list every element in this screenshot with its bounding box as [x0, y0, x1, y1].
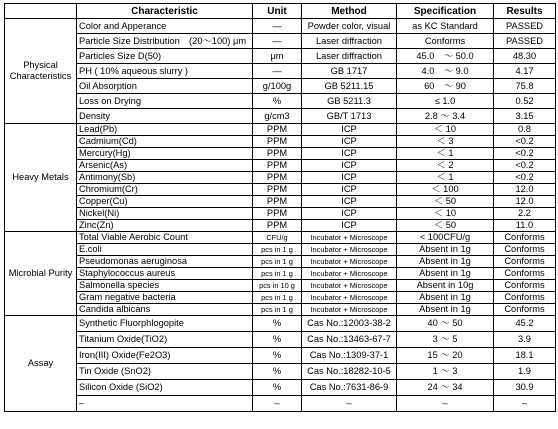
spec-sheet	[2, 0, 556, 429]
unit-cell: —	[253, 34, 302, 49]
result-cell: 12.0	[494, 196, 556, 208]
method-cell: GB/T 1713	[302, 109, 397, 124]
result-cell: 4.17	[494, 64, 556, 79]
unit-cell: PPM	[253, 160, 302, 172]
header-category	[5, 4, 77, 19]
method-cell: ICP	[302, 148, 397, 160]
unit-cell: %	[253, 380, 302, 396]
result-cell: <0.2	[494, 172, 556, 184]
table-row	[5, 196, 556, 208]
result-cell: Conforms	[494, 268, 556, 280]
specification-cell: 4.0 ～ 9.0	[397, 64, 494, 79]
result-cell: 75.8	[494, 79, 556, 94]
table-row	[5, 124, 556, 136]
unit-cell: pcs in 1 g	[253, 268, 302, 280]
result-cell: 0.52	[494, 94, 556, 109]
table-row	[5, 184, 556, 196]
method-cell: Incubator + Microscope	[302, 244, 397, 256]
category-cell: Physical Characteristics	[5, 19, 77, 124]
table-row	[5, 172, 556, 184]
method-cell: Cas No.:1309-37-1	[302, 348, 397, 364]
characteristic-cell: Staphylococcus aureus	[77, 268, 253, 280]
specification-cell: ＜ 100	[397, 184, 494, 196]
specification-cell: 1 ～ 3	[397, 364, 494, 380]
unit-cell: g/100g	[253, 79, 302, 94]
specification-cell: Conforms	[397, 34, 494, 49]
result-cell: 11.0	[494, 220, 556, 232]
method-cell: Cas No.:18282-10-5	[302, 364, 397, 380]
method-cell: Cas No.:12003-38-2	[302, 316, 397, 332]
header-row	[5, 4, 556, 19]
method-cell: ICP	[302, 196, 397, 208]
method-cell: Powder color, visual	[302, 19, 397, 34]
table-row	[5, 94, 556, 109]
table-body	[5, 19, 556, 412]
method-cell: Incubator + Microscope	[302, 292, 397, 304]
specification-cell: 45.0 ～ 50.0	[397, 49, 494, 64]
specification-cell: 40 ～ 50	[397, 316, 494, 332]
result-cell: PASSED	[494, 19, 556, 34]
specification-cell: ＜ 1	[397, 172, 494, 184]
unit-cell: %	[253, 316, 302, 332]
specification-cell: Absent in 1g	[397, 256, 494, 268]
table-row	[5, 316, 556, 332]
unit-cell: %	[253, 364, 302, 380]
result-cell: 45.2	[494, 316, 556, 332]
table-row	[5, 304, 556, 316]
specification-cell: –	[397, 396, 494, 412]
unit-cell: %	[253, 348, 302, 364]
specification-cell: ＜ 3	[397, 136, 494, 148]
specification-cell: ＜ 50	[397, 220, 494, 232]
characteristic-cell: –	[77, 396, 253, 412]
unit-cell: CFU/g	[253, 232, 302, 244]
result-cell: 30.9	[494, 380, 556, 396]
specification-table	[4, 3, 556, 412]
specification-cell: Absent in 10g	[397, 280, 494, 292]
method-cell: GB 5211.3	[302, 94, 397, 109]
method-cell: Incubator + Microscope	[302, 268, 397, 280]
characteristic-cell: Mercury(Hg)	[77, 148, 253, 160]
characteristic-cell: Particles Size D(50)	[77, 49, 253, 64]
result-cell: 2.2	[494, 208, 556, 220]
unit-cell: PPM	[253, 184, 302, 196]
result-cell: –	[494, 396, 556, 412]
category-cell: Heavy Metals	[5, 124, 77, 232]
method-cell: ICP	[302, 172, 397, 184]
specification-cell: ≤ 1.0	[397, 94, 494, 109]
method-cell: Incubator + Microscope	[302, 256, 397, 268]
result-cell: Conforms	[494, 280, 556, 292]
method-cell: Laser diffraction	[302, 34, 397, 49]
unit-cell: pcs in 1 g	[253, 244, 302, 256]
table-row	[5, 232, 556, 244]
specification-cell: ＜ 1	[397, 148, 494, 160]
characteristic-cell: Cadmium(Cd)	[77, 136, 253, 148]
unit-cell: PPM	[253, 208, 302, 220]
method-cell: ICP	[302, 160, 397, 172]
characteristic-cell: Zinc(Zn)	[77, 220, 253, 232]
unit-cell: —	[253, 19, 302, 34]
method-cell: Laser diffraction	[302, 49, 397, 64]
result-cell: <0.2	[494, 148, 556, 160]
result-cell: 3.9	[494, 332, 556, 348]
header-method: Method	[302, 4, 397, 19]
header-specification: Specification	[397, 4, 494, 19]
unit-cell: μm	[253, 49, 302, 64]
specification-cell: Absent in 1g	[397, 292, 494, 304]
characteristic-cell: E.coli	[77, 244, 253, 256]
table-row	[5, 160, 556, 172]
table-row	[5, 364, 556, 380]
result-cell: 0.8	[494, 124, 556, 136]
characteristic-cell: Titanium Oxide(TiO2)	[77, 332, 253, 348]
characteristic-cell: Nickel(Ni)	[77, 208, 253, 220]
method-cell: Incubator + Microscope	[302, 280, 397, 292]
table-row	[5, 64, 556, 79]
method-cell: ICP	[302, 220, 397, 232]
method-cell: GB 5211.15	[302, 79, 397, 94]
table-row	[5, 148, 556, 160]
unit-cell: PPM	[253, 220, 302, 232]
result-cell: <0.2	[494, 160, 556, 172]
header-characteristic: Characteristic	[77, 4, 253, 19]
unit-cell: pcs in 1 g	[253, 292, 302, 304]
specification-cell: 15 ～ 20	[397, 348, 494, 364]
characteristic-cell: Chromium(Cr)	[77, 184, 253, 196]
specification-cell: 24 ～ 34	[397, 380, 494, 396]
specification-cell: as KC Standard	[397, 19, 494, 34]
specification-cell: < 100CFU/g	[397, 232, 494, 244]
characteristic-cell: Oil Absorption	[77, 79, 253, 94]
specification-cell: ＜ 50	[397, 196, 494, 208]
result-cell: Conforms	[494, 244, 556, 256]
result-cell: 1.9	[494, 364, 556, 380]
characteristic-cell: Gram negative bacteria	[77, 292, 253, 304]
result-cell: Conforms	[494, 304, 556, 316]
characteristic-cell: Density	[77, 109, 253, 124]
unit-cell: %	[253, 94, 302, 109]
unit-cell: PPM	[253, 136, 302, 148]
table-row	[5, 292, 556, 304]
method-cell: Cas No.:7631-86-9	[302, 380, 397, 396]
header-unit: Unit	[253, 4, 302, 19]
specification-cell: 3 ～ 5	[397, 332, 494, 348]
table-row	[5, 109, 556, 124]
table-row	[5, 348, 556, 364]
characteristic-cell: Pseudomonas aeruginosa	[77, 256, 253, 268]
result-cell: 3.15	[494, 109, 556, 124]
unit-cell: pcs in 1 g	[253, 304, 302, 316]
characteristic-cell: Candida albicans	[77, 304, 253, 316]
table-row	[5, 396, 556, 412]
specification-cell: 2.8 ～ 3.4	[397, 109, 494, 124]
specification-cell: ＜ 10	[397, 208, 494, 220]
result-cell: <0.2	[494, 136, 556, 148]
result-cell: 12.0	[494, 184, 556, 196]
table-row	[5, 280, 556, 292]
characteristic-cell: Copper(Cu)	[77, 196, 253, 208]
table-row	[5, 268, 556, 280]
table-row	[5, 332, 556, 348]
specification-cell: ＜ 10	[397, 124, 494, 136]
method-cell: Cas No.:13463-67-7	[302, 332, 397, 348]
table-row	[5, 136, 556, 148]
method-cell: ICP	[302, 124, 397, 136]
category-cell: Microbial Purity	[5, 232, 77, 316]
table-row	[5, 244, 556, 256]
result-cell: Conforms	[494, 292, 556, 304]
table-row	[5, 256, 556, 268]
characteristic-cell: Color and Apperance	[77, 19, 253, 34]
characteristic-cell: Silicon Oxide (SiO2)	[77, 380, 253, 396]
header-results: Results	[494, 4, 556, 19]
method-cell: ICP	[302, 208, 397, 220]
specification-cell: Absent in 1g	[397, 244, 494, 256]
specification-cell: Absent in 1g	[397, 268, 494, 280]
result-cell: Conforms	[494, 232, 556, 244]
characteristic-cell: Synthetic Fluorphlogopite	[77, 316, 253, 332]
unit-cell: PPM	[253, 148, 302, 160]
characteristic-cell: Iron(III) Oxide(Fe2O3)	[77, 348, 253, 364]
characteristic-cell: Loss on Drying	[77, 94, 253, 109]
characteristic-cell: Salmonella species	[77, 280, 253, 292]
specification-cell: Absent in 1g	[397, 304, 494, 316]
specification-cell: ＜ 2	[397, 160, 494, 172]
characteristic-cell: Particle Size Distribution (20～100) μm	[77, 34, 253, 49]
unit-cell: –	[253, 396, 302, 412]
unit-cell: PPM	[253, 124, 302, 136]
unit-cell: pcs in 1 g	[253, 256, 302, 268]
unit-cell: g/cm3	[253, 109, 302, 124]
result-cell: 18.1	[494, 348, 556, 364]
result-cell: Conforms	[494, 256, 556, 268]
category-cell: Assay	[5, 316, 77, 412]
specification-cell: 60 ～ 90	[397, 79, 494, 94]
method-cell: ICP	[302, 184, 397, 196]
characteristic-cell: Total Viable Aerobic Count	[77, 232, 253, 244]
table-row	[5, 19, 556, 34]
method-cell: Incubator + Microscope	[302, 304, 397, 316]
characteristic-cell: Antimony(Sb)	[77, 172, 253, 184]
method-cell: GB 1717	[302, 64, 397, 79]
table-row	[5, 79, 556, 94]
characteristic-cell: Tin Oxide (SnO2)	[77, 364, 253, 380]
table-row	[5, 49, 556, 64]
characteristic-cell: PH ( 10% aqueous slurry )	[77, 64, 253, 79]
result-cell: PASSED	[494, 34, 556, 49]
unit-cell: —	[253, 64, 302, 79]
characteristic-cell: Lead(Pb)	[77, 124, 253, 136]
unit-cell: pcs in 10 g	[253, 280, 302, 292]
method-cell: Incubator + Microscope	[302, 232, 397, 244]
unit-cell: PPM	[253, 172, 302, 184]
table-row	[5, 380, 556, 396]
table-row	[5, 208, 556, 220]
table-row	[5, 34, 556, 49]
result-cell: 48.30	[494, 49, 556, 64]
characteristic-cell: Arsenic(As)	[77, 160, 253, 172]
unit-cell: %	[253, 332, 302, 348]
unit-cell: PPM	[253, 196, 302, 208]
table-row	[5, 220, 556, 232]
method-cell: ICP	[302, 136, 397, 148]
method-cell: –	[302, 396, 397, 412]
